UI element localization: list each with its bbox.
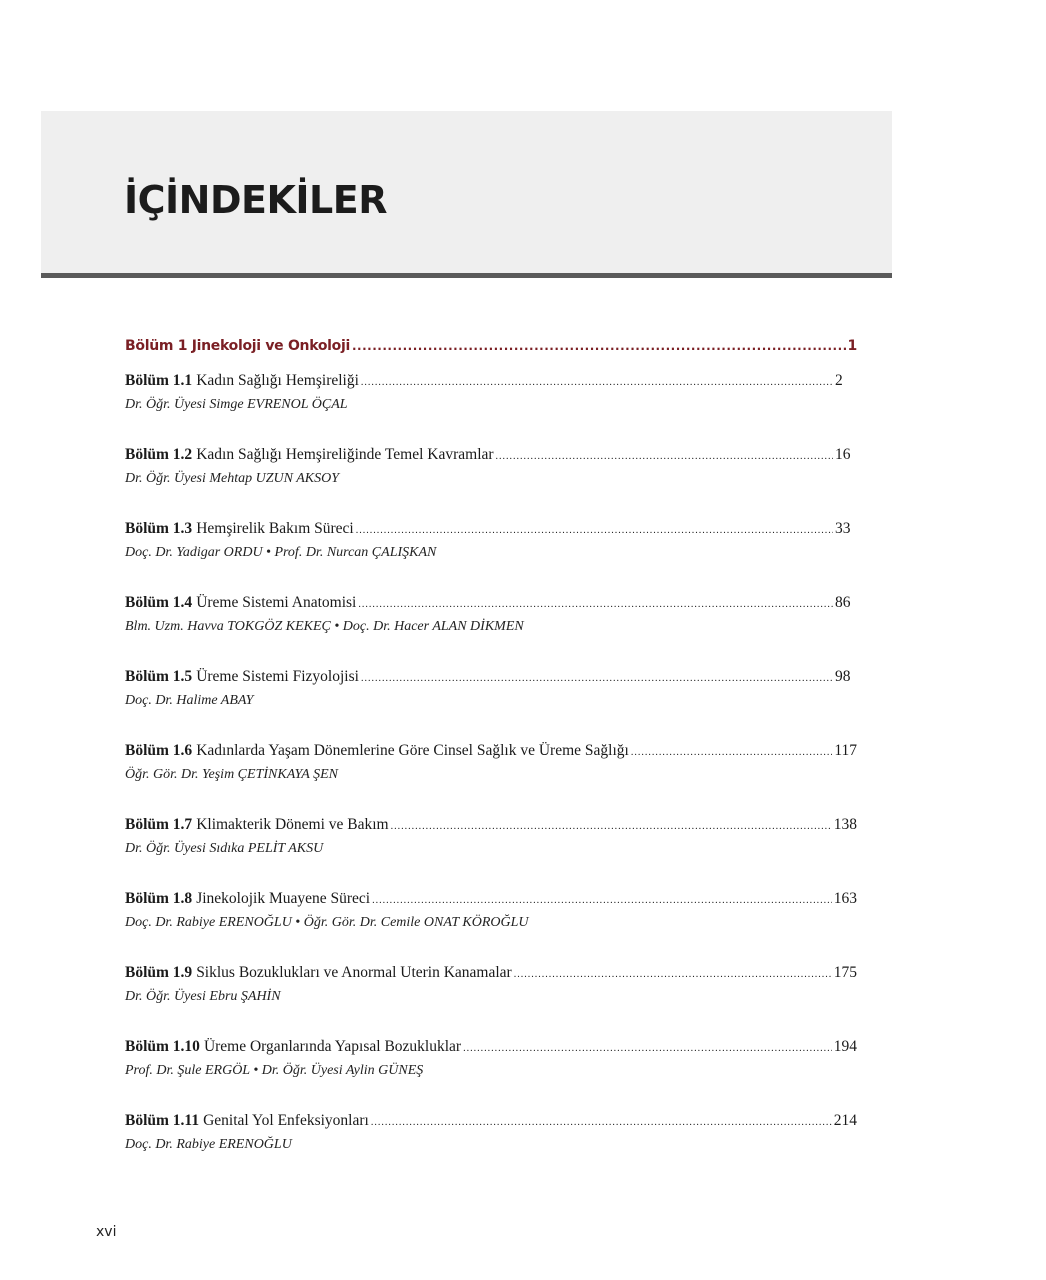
entry-page: 117 [834, 742, 857, 759]
toc-entry[interactable] [125, 446, 857, 520]
entry-number: Bölüm 1.4 [125, 594, 193, 611]
toc-entry[interactable] [125, 668, 857, 742]
toc-part-heading[interactable] [125, 338, 857, 362]
entry-page: 194 [833, 1038, 857, 1055]
toc-entry[interactable] [125, 372, 857, 446]
entry-number: Bölüm 1.11 [125, 1112, 200, 1129]
page-title: İÇİNDEKİLER [124, 178, 387, 222]
table-of-contents [125, 338, 857, 1186]
entry-authors: Blm. Uzm. Havva TOKGÖZ KEKEÇ • Doç. Dr. Hacer ALAN DİKMEN [125, 619, 524, 634]
entry-page: 33 [835, 520, 851, 537]
entry-authors: Dr. Öğr. Üyesi Mehtap UZUN AKSOY [125, 471, 340, 486]
entry-title: Klimakterik Dönemi ve Bakım [196, 816, 389, 833]
entry-title: Kadın Sağlığı Hemşireliği [196, 372, 359, 389]
entry-number: Bölüm 1.6 [125, 742, 193, 759]
toc-entry[interactable] [125, 594, 857, 668]
entry-title: Siklus Bozuklukları ve Anormal Uterin Kanamalar [196, 964, 512, 981]
entry-number: Bölüm 1.5 [125, 668, 193, 685]
header-rule [41, 273, 892, 278]
entry-page: 86 [835, 594, 851, 611]
entry-number: Bölüm 1.8 [125, 890, 193, 907]
entry-authors: Doç. Dr. Halime ABAY [125, 693, 254, 708]
entry-page: 16 [835, 446, 851, 463]
entry-title: Üreme Sistemi Anatomisi [196, 594, 357, 611]
entry-authors: Doç. Dr. Yadigar ORDU • Prof. Dr. Nurcan ÇALIŞKAN [125, 545, 437, 560]
entry-number: Bölüm 1.1 [125, 372, 193, 389]
toc-entry[interactable] [125, 890, 857, 964]
toc-entry[interactable] [125, 742, 857, 816]
toc-entry[interactable] [125, 1112, 857, 1186]
entry-title: Üreme Organlarında Yapısal Bozukluklar [203, 1038, 462, 1055]
part-label: Bölüm 1 Jinekoloji ve Onkoloji [125, 338, 350, 354]
page-number: xvi [96, 1224, 117, 1240]
toc-entry[interactable] [125, 816, 857, 890]
entry-title: Üreme Sistemi Fizyolojisi [196, 668, 359, 685]
entry-authors: Doç. Dr. Rabiye ERENOĞLU [125, 1137, 292, 1152]
entry-number: Bölüm 1.7 [125, 816, 193, 833]
dot-leader [361, 673, 833, 684]
dot-leader [372, 895, 832, 906]
entry-title: Jinekolojik Muayene Süreci [196, 890, 371, 907]
entry-authors: Dr. Öğr. Üyesi Simge EVRENOL ÖÇAL [125, 397, 348, 412]
entry-authors: Öğr. Gör. Dr. Yeşim ÇETİNKAYA ŞEN [125, 767, 338, 782]
dot-leader [514, 969, 832, 980]
entry-number: Bölüm 1.3 [125, 520, 193, 537]
dot-leader [371, 1117, 832, 1128]
dot-leader [361, 377, 833, 388]
entry-title: Hemşirelik Bakım Süreci [196, 520, 354, 537]
dot-leader [358, 599, 833, 610]
entry-page: 163 [833, 890, 857, 907]
dot-leader [463, 1043, 832, 1054]
entry-authors: Dr. Öğr. Üyesi Sıdıka PELİT AKSU [125, 841, 324, 856]
entry-authors: Prof. Dr. Şule ERGÖL • Dr. Öğr. Üyesi Aylin GÜNEŞ [125, 1063, 424, 1078]
dot-leader [391, 821, 832, 832]
entry-title: Kadın Sağlığı Hemşireliğinde Temel Kavramlar [196, 446, 494, 463]
entry-authors: Doç. Dr. Rabiye ERENOĞLU • Öğr. Gör. Dr. Cemile ONAT KÖROĞLU [125, 915, 529, 930]
toc-entry[interactable] [125, 964, 857, 1038]
entry-number: Bölüm 1.2 [125, 446, 193, 463]
entry-page: 2 [835, 372, 843, 389]
entry-page: 175 [833, 964, 857, 981]
entry-title: Kadınlarda Yaşam Dönemlerine Göre Cinsel Sağlık ve Üreme Sağlığı [196, 742, 629, 759]
dot-leader [631, 747, 833, 758]
dot-leader [352, 339, 846, 353]
entry-authors: Dr. Öğr. Üyesi Ebru ŞAHİN [125, 989, 281, 1004]
entry-page: 138 [833, 816, 857, 833]
entry-page: 98 [835, 668, 851, 685]
toc-entry[interactable] [125, 1038, 857, 1112]
entry-page: 214 [833, 1112, 857, 1129]
entry-number: Bölüm 1.9 [125, 964, 193, 981]
toc-entry[interactable] [125, 520, 857, 594]
entry-title: Genital Yol Enfeksiyonları [203, 1112, 369, 1129]
dot-leader [356, 525, 833, 536]
dot-leader [496, 451, 833, 462]
part-page: 1 [847, 338, 857, 354]
entry-number: Bölüm 1.10 [125, 1038, 200, 1055]
